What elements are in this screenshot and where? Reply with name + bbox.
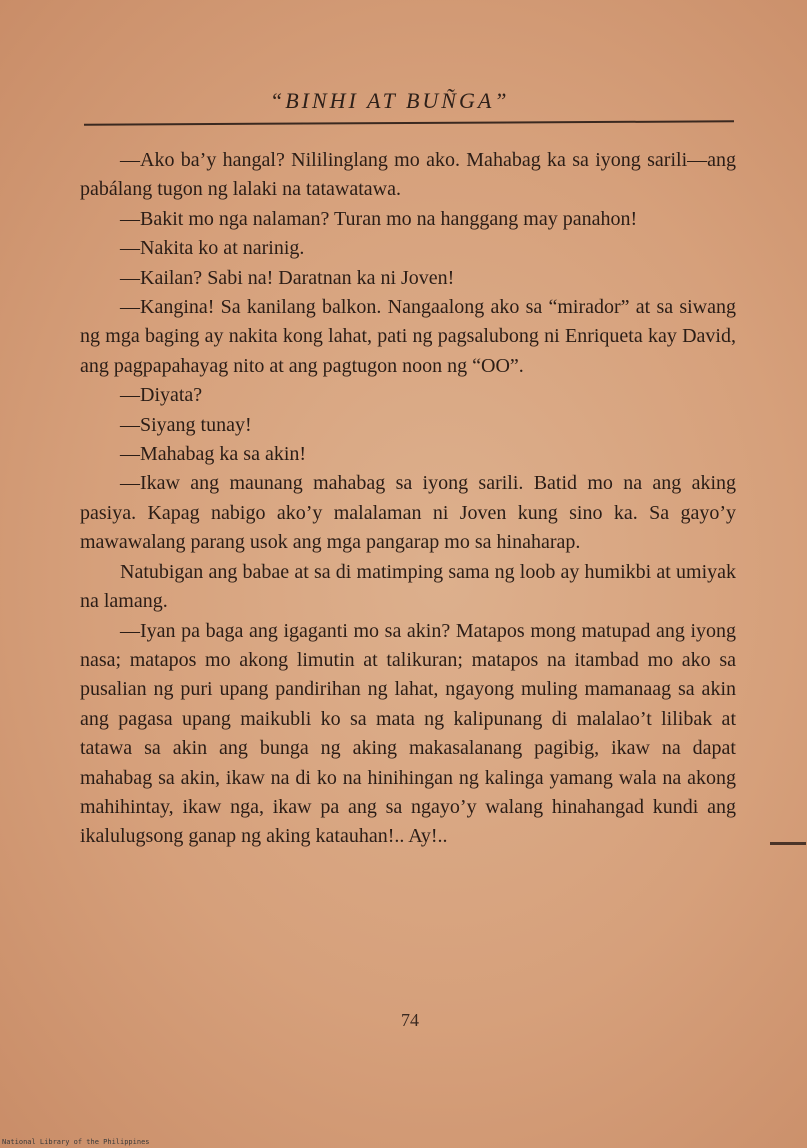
paragraph: —Iyan pa baga ang igaganti mo sa akin? Matapos mong matupad ang iyong nasa; matapos mo akong limutin at talikuran; matapos na itambad mo ako sa pusalian ng puri upang pandirihan ng lahat, ngayong muling mamanaag sa akin ang pagasa upang maikubli ko sa mata ng kalipunang di malalao’t lilibak at tatawa sa akin ang bunga ng aking makasalanang pagibig, ikaw na dapat mahabag sa akin, ikaw na di ko na hinihingan ng kalinga yamang wala na akong mahihintay, ikaw nga, ikaw pa ang sa ngayo’y walang hinahangad kundi ang ikalulugsong ganap ng aking katauhan!.. Ay!.. bbox=[80, 619, 736, 848]
paragraph: —Mahabag ka sa akin! bbox=[120, 443, 307, 466]
edge-mark bbox=[770, 842, 806, 845]
paragraph: —Ikaw ang maunang mahabag sa iyong sarili. Batid mo na ang aking pasiya. Kapag nabigo ako’y malalaman ni Joven kung sino ka. Sa gayo’y mawawalang parang usok ang mga pangarap mo sa hinaharap. bbox=[80, 472, 736, 554]
page-number: 74 bbox=[401, 1010, 419, 1030]
paragraph: —Ako ba’y hangal? Nililinglang mo ako. Mahabag ka sa iyong sarili—ang pabálang tugon ng lalaki na tatawatawa. bbox=[80, 149, 736, 201]
body-text bbox=[80, 146, 736, 852]
paragraph: —Siyang tunay! bbox=[120, 413, 252, 436]
paragraph: —Kangina! Sa kanilang balkon. Nangaalong ako sa “mirador” at sa siwang ng mga baging ay nakita kong lahat, pati ng pagsalubong ni Enriqueta kay David, ang pagpapahayag nito at ang pagtugon noon ng “OO”. bbox=[80, 296, 736, 377]
paragraph: —Diyata? bbox=[120, 384, 203, 407]
header-rule bbox=[84, 120, 734, 125]
paragraph: —Bakit mo nga nalaman? Turan mo na hanggang may panahon! bbox=[120, 207, 638, 230]
running-header: “BINHI AT BUÑGA” bbox=[270, 88, 510, 113]
library-watermark: National Library of the Philippines bbox=[2, 1138, 150, 1146]
paragraph: —Kailan? Sabi na! Daratnan ka ni Joven! bbox=[120, 266, 455, 289]
paragraph: —Nakita ko at narinig. bbox=[120, 237, 305, 260]
paragraph: Natubigan ang babae at sa di matimping sama ng loob ay humikbi at umiyak na lamang. bbox=[80, 560, 736, 613]
